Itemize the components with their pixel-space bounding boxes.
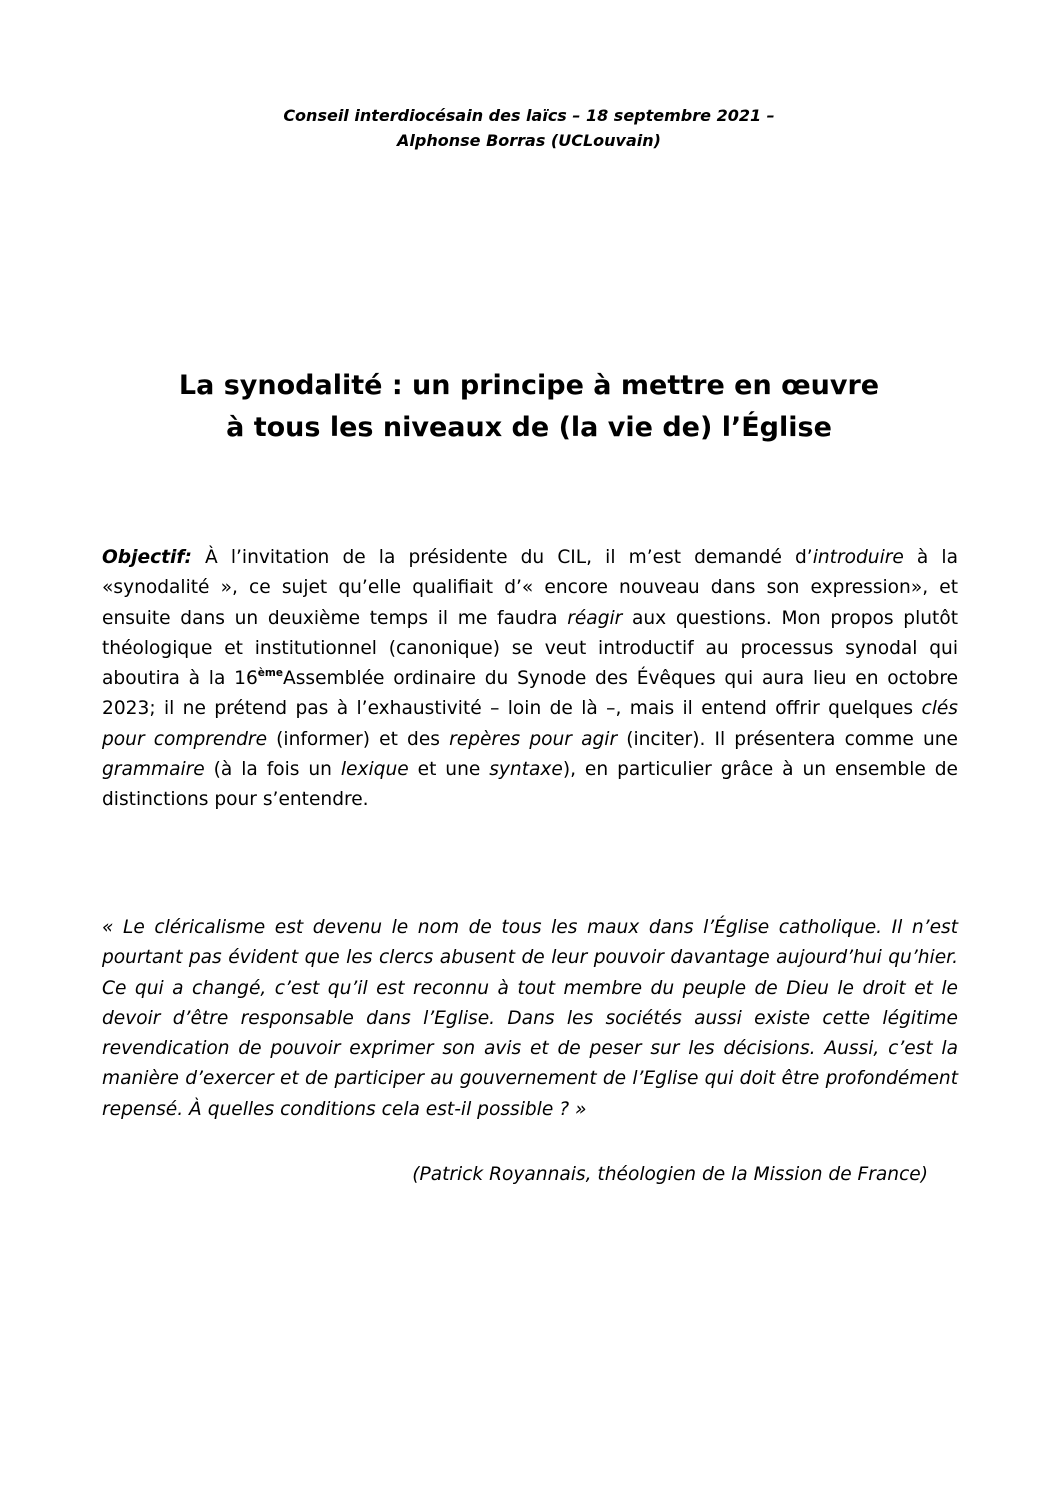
objectif-emphasis: repères pour agir xyxy=(449,728,618,750)
objectif-text: à la «synodalité », ce sujet qu’elle qualifiait d’« encore nouveau dans son expression», et ensuite dans un deuxième temps il me faudra xyxy=(102,547,958,629)
quotation-block: « Le cléricalisme est devenu le nom de tous les maux dans l’Église catholique. Il n’est pourtant pas évident que les clercs abusent de leur pouvoir davantage aujourd’hui qu’hier. Ce qui a changé, c’est qu’il est reconnu à tout membre du peuple de Dieu le droit et le devoir d’être responsable dans l’Eglise. Dans les sociétés aussi existe cette légitime revendication de pouvoir exprimer son avis et de peser sur les décisions. Aussi, c’est la manière d’exercer et de participer au gouvernement de l’Eglise qui doit être profondément repensé. À quelles conditions cela est-il possible ? » xyxy=(102,917,958,1120)
ordinal-superscript: ème xyxy=(257,667,283,680)
objectif-text: À l’invitation de la présidente du CIL, il m’est demandé d’ xyxy=(191,547,813,568)
objectif-emphasis: clés pour comprendre xyxy=(102,698,958,750)
objectif-paragraph xyxy=(102,543,958,816)
objectif-emphasis: grammaire xyxy=(102,759,205,781)
title-line-1: La synodalité : un principe à mettre en œuvre xyxy=(178,370,880,401)
document-header xyxy=(0,103,1058,153)
objectif-text: Assemblée ordinaire du Synode des Évêques qui aura lieu en octobre 2023; il ne prétend pas à l’exhaustivité – loin de là –, mais il entend offrir quelques xyxy=(102,668,959,720)
objectif-emphasis: lexique xyxy=(340,759,409,781)
document-title xyxy=(0,365,1058,449)
objectif-text: et une xyxy=(408,759,490,781)
objectif-label: Objectif: xyxy=(102,547,192,568)
objectif-text: (inciter). Il présentera comme une xyxy=(617,728,958,750)
objectif-emphasis: introduire xyxy=(812,547,904,568)
header-author-line: Alphonse Borras (UCLouvain) xyxy=(397,131,661,150)
objectif-text: (à la fois un xyxy=(204,759,341,781)
quotation-attribution: (Patrick Royannais, théologien de la Mission de France) xyxy=(412,1164,928,1185)
objectif-text: (informer) et des xyxy=(267,728,450,750)
objectif-emphasis: syntaxe xyxy=(489,759,563,781)
objectif-text: aux questions. Mon propos plutôt théologique et institutionnel (canonique) se veut introductif au processus synodal qui aboutira à la 16 xyxy=(102,607,958,690)
objectif-emphasis: réagir xyxy=(567,607,623,629)
objectif-text: ), en particulier grâce à un ensemble de distinctions pour s’entendre. xyxy=(102,759,958,811)
header-event-line: Conseil interdiocésain des laïcs – 18 septembre 2021 – xyxy=(283,106,775,125)
title-line-2: à tous les niveaux de (la vie de) l’Église xyxy=(226,412,832,443)
